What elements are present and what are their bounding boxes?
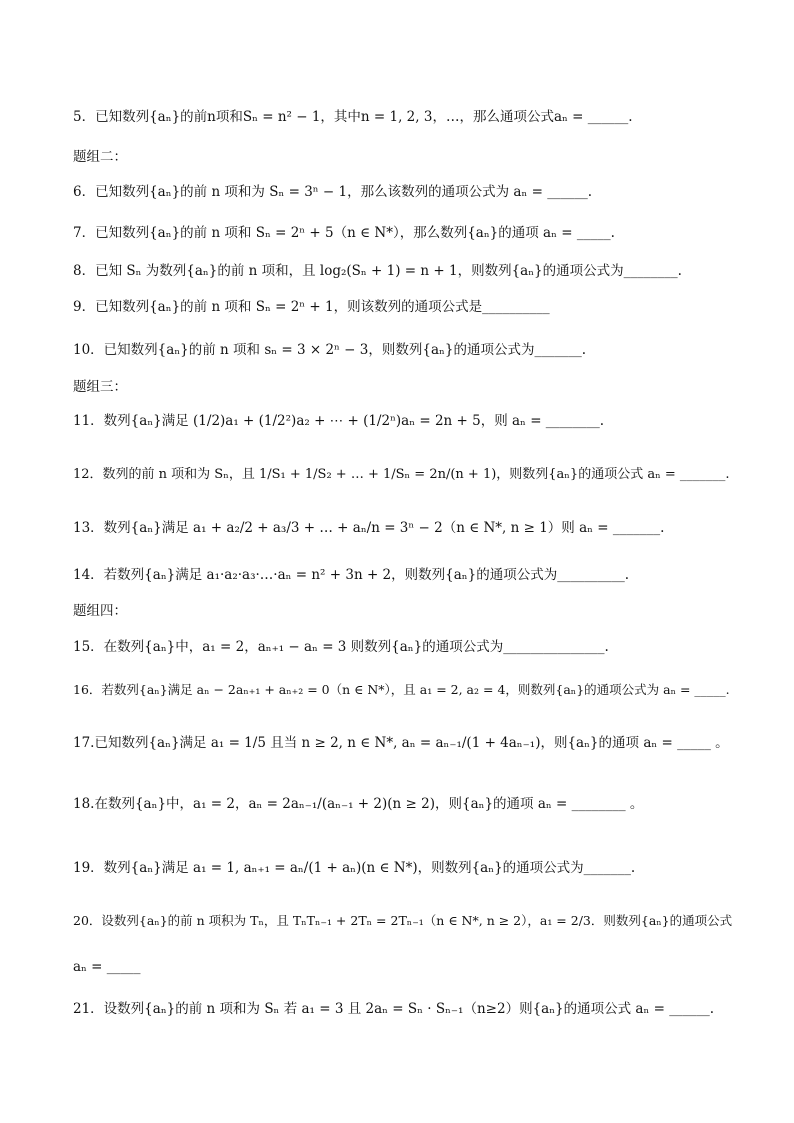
problem-8: 8．已知 Sₙ 为数列{aₙ}的前 n 项和，且 log₂(Sₙ + 1) = n + 1，则数列{aₙ}的通项公式为________. [73,263,682,279]
problem-12: 12．数列的前 n 项和为 Sₙ，且 1/S₁ + 1/S₂ + … + 1/Sₙ = 2n/(n + 1)，则数列{aₙ}的通项公式 aₙ = _______. [73,467,730,482]
problem-17: 17.已知数列{aₙ}满足 a₁ = 1/5 且当 n ≥ 2, n ∈ N*, aₙ = aₙ₋₁/(1 + 4aₙ₋₁)，则{aₙ}的通项 aₙ = _____ 。 [73,735,729,751]
problem-11: 11．数列{aₙ}满足 (1/2)a₁ + (1/2²)a₂ + ⋯ + (1/2ⁿ)aₙ = 2n + 5，则 aₙ = ________. [73,413,605,429]
problem-14: 14．若数列{aₙ}满足 a₁·a₂·a₃·…·aₙ = n² + 3n + 2，则数列{aₙ}的通项公式为__________. [73,567,629,583]
problem-9: 9．已知数列{aₙ}的前 n 项和 Sₙ = 2ⁿ + 1，则该数列的通项公式是__________ [73,299,550,315]
problem-15: 15．在数列{aₙ}中，a₁ = 2，aₙ₊₁ − aₙ = 3 则数列{aₙ}的通项公式为_______________. [73,639,609,655]
problem-6: 6．已知数列{aₙ}的前 n 项和为 Sₙ = 3ⁿ − 1，那么该数列的通项公式为 aₙ = ______. [73,184,592,200]
problem-19: 19．数列{aₙ}满足 a₁ = 1, aₙ₊₁ = aₙ/(1 + aₙ)(n ∈ N*)，则数列{aₙ}的通项公式为_______. [73,860,636,876]
problem-20-answer: aₙ = _____ [73,959,141,975]
problem-16: 16．若数列{aₙ}满足 aₙ − 2aₙ₊₁ + aₙ₊₂ = 0（n ∈ N*），且 a₁ = 2, a₂ = 4，则数列{aₙ}的通项公式为 aₙ = _____. [73,682,730,697]
problem-21: 21．设数列{aₙ}的前 n 项和为 Sₙ 若 a₁ = 3 且 2aₙ = Sₙ · Sₙ₋₁（n≥2）则{aₙ}的通项公式 aₙ = ______. [73,1001,714,1017]
problem-18: 18.在数列{aₙ}中，a₁ = 2，aₙ = 2aₙ₋₁/(aₙ₋₁ + 2)(n ≥ 2)，则{aₙ}的通项 aₙ = ________ 。 [73,796,644,812]
group-heading-3: 题组三： [73,379,127,395]
group-heading-2: 题组二： [73,149,127,165]
problem-20: 20．设数列{aₙ}的前 n 项积为 Tₙ，且 TₙTₙ₋₁ + 2Tₙ = 2Tₙ₋₁（n ∈ N*, n ≥ 2），a₁ = 2/3．则数列{aₙ}的通项公式 [73,913,733,928]
group-heading-4: 题组四： [73,603,127,619]
problem-13: 13．数列{aₙ}满足 a₁ + a₂/2 + a₃/3 + … + aₙ/n = 3ⁿ − 2（n ∈ N*, n ≥ 1）则 aₙ = _______. [73,520,665,536]
problem-10: 10．已知数列{aₙ}的前 n 项和 sₙ = 3 × 2ⁿ − 3，则数列{aₙ}的通项公式为_______. [73,342,586,358]
problem-7: 7．已知数列{aₙ}的前 n 项和 Sₙ = 2ⁿ + 5（n ∈ N*），那么数列{aₙ}的通项 aₙ = _____. [73,225,615,241]
problem-5: 5．已知数列{aₙ}的前n项和Sₙ = n² − 1，其中n = 1, 2, 3，…，那么通项公式aₙ = ______. [73,109,633,125]
